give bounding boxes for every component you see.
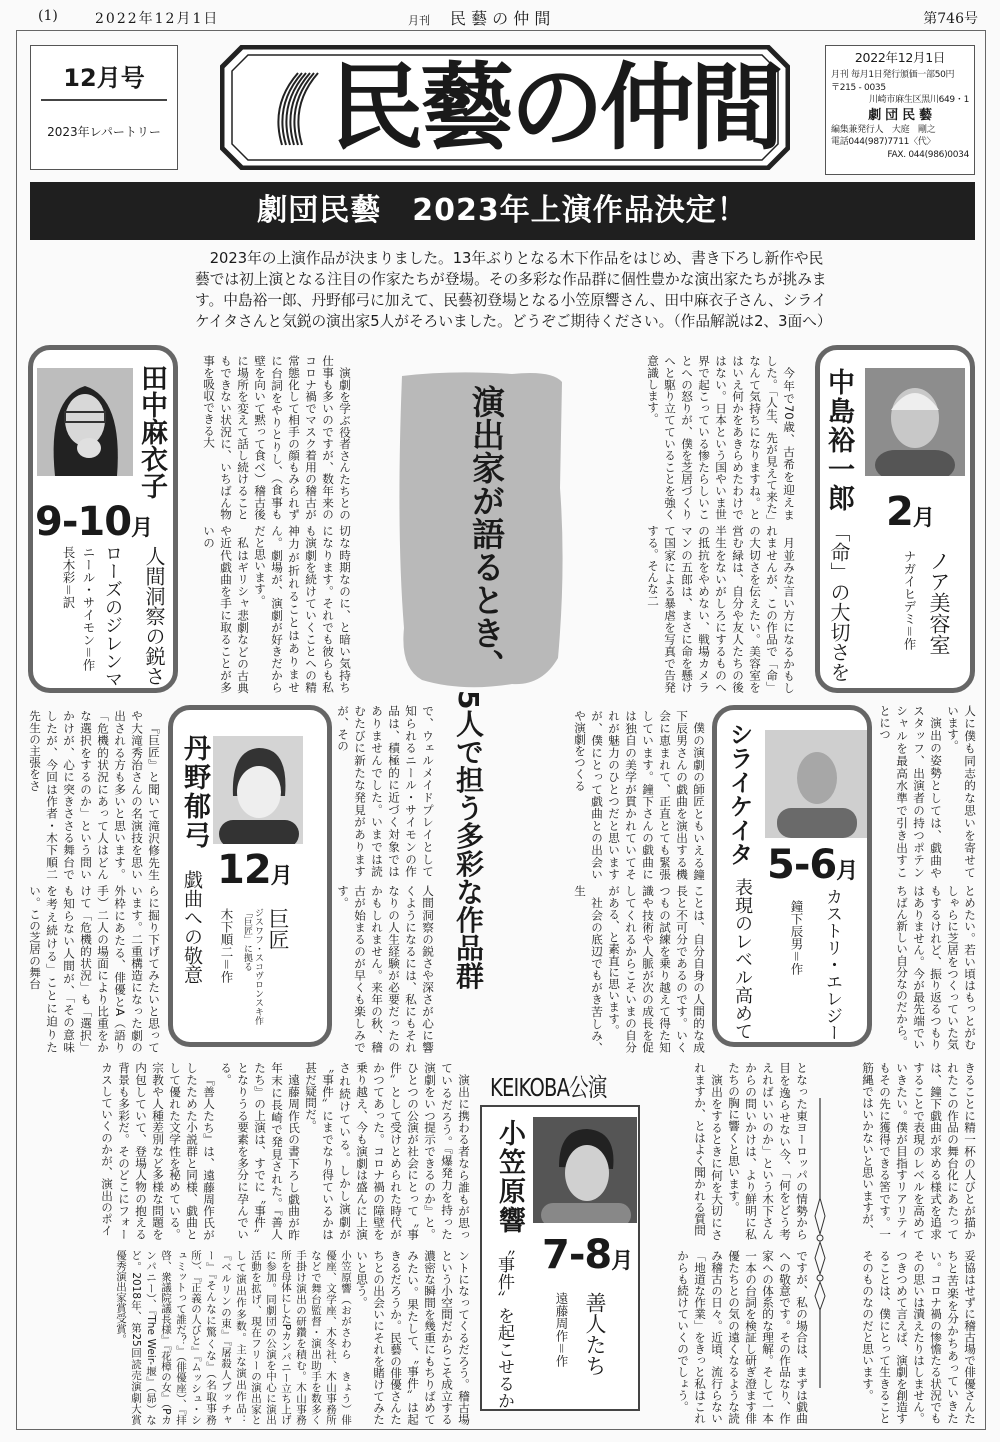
info-fax: FAX. 044(986)0034	[887, 149, 969, 160]
article-nakajima-cont-upper: 人に僕も同志的な思いを寄せています。 演出の姿勢としては、戯曲やスタッフ、出演者の持つポテンシャルを最高水準で引き出すことにつ	[878, 705, 977, 878]
director-photo	[765, 730, 867, 838]
article-tanno-cont-lower: ですが、私の場合は、まずは戯曲への敬意です。その作品なり、作家への体系的な理解。そして一本一本の台詞を検証し研ぎ澄ます俳優たちとの気の遠くなるような読み稽古の日々。近頃、流行らない「地道な作業」をきっと私はこれからも続けていくのでしょう。	[676, 1250, 809, 1424]
article-ogasawara-upper: 演出に携わる者なら誰もが思っているだろう。『爆発力を持った演劇をいつ提示できるのか』と。ひとつの公演が社会にとって〝事件〟として受けとめられた時代がかつてあった。コロナ禍の障壁を乗り越え、今も演劇は盛んに上演され続けている。しかし演劇が〝事件〟にまでなり得ているかは甚だ疑問だ。 遠藤周作氏の書下ろし戯曲が昨年末に長崎で発見された。『善人たち』の上演は、すでに〝事件〟となりうる要素を多分に孕んでいる。 『善人たち』は、遠藤周作氏がしたためた小説群と同様、戯曲として優れた文学性を秘めている。宗教や人種差別など多様な問題を内包していて、登場人物の抱える背景も多彩だ。そのどこにフォーカスしていくのかが、演出のポイ	[100, 1062, 471, 1240]
article-tanaka-lower: 切な時期なのに、と暗い気持ちになります。それでも彼らも私も演劇を続けていくことへの精神力が折れることはありません。劇場が、演劇が好きだからだと思います。 私はギリシャ悲劇などの古典や近代戯曲を手に取ることが多いの	[202, 525, 352, 693]
ornament-divider	[812, 1098, 828, 1388]
play-author: ナガイヒデミ＝作	[902, 550, 917, 651]
article-ogasawara-lower: ントになってくるだろう。稽古場という小空間だからこそ成立する濃密な瞬間を幾重にもちりばめてみたい。果たして、〝事件〟は起きるだろうか。民藝の俳優さんたちとの出会いにそれを賭けてみたいと思う。 小笠原響（おがさわら きょう）俳優座、文学座、木冬社、木山事務所などで舞台監督・演出助手を数多く手掛け演出の研鑽を積む。木山事務所を母体にしたPカンパニー立ち上げに参加。同劇団の公演を中心に演出活動を拡げ、現在フリーの演出家として演出作多数。主な演出作品：『ベルリンの東』『屠殺人ブッチャー』『そんなに驚くな』（名取事務所）、『正義の人びと』『ムッシュ・シュミットって誰だ？』（俳優座）、『拝啓、衆議院議長様』『花樟の女』（Pカンパニー）、『The Weir-堰』（昴）など。2018年、第25回読売演劇大賞優秀演出家賞受賞。	[115, 1250, 471, 1425]
lead-paragraph: 2023年の上演作品が決まりました。13年ぶりとなる木下作品をはじめ、書き下ろし新作や民藝では初上演となる注目の作家たちが登場。その多彩な作品群に個性豊かな演出家たちが挑みます。中島裕一郎、丹野郁弓に加えて、民藝初登場となる小笠原響さん、田中麻衣子さん、シライケイタさんと気鋭の演出家5人がそろいました。どうぞご期待ください。（作品解説は2、3面へ）	[195, 250, 832, 330]
director-photo	[213, 736, 303, 844]
page-number: (1)	[38, 8, 58, 24]
play-translator: 長木彩＝訳	[61, 546, 76, 609]
keikoba-label: KEIKOBA公演	[490, 1073, 607, 1102]
play-source: ジスワフ・スコヴロンスキ作「巨匠」に拠る	[242, 908, 263, 1025]
info-org: 劇 団 民 藝	[868, 107, 932, 123]
director-catchphrase: 表現のレベル高めて	[732, 878, 753, 1040]
article-shirai-lower: ことは、自分自身の人間的な成長と不可分であるのです。いくつもの試練を乗り越えて得た知識や技術や人脈が次の成長を促してくれるからこそいまの自分がある、と素直に思います。 社会の底辺でもがき苦しみ、生	[573, 885, 706, 1053]
article-tanaka-upper: 演劇を学ぶ役者さんたちとの仕事も多いのですが、数年来のコロナ禍でマスク着用の稽古が常態化して相手の顔もみられずに台詞をやりとりし、（食事も壁を向いて黙って食べ）稽古後に場所を変えて話し続けることもできない状況に、いちばん物事を吸収できる大	[202, 355, 352, 520]
publisher-info	[825, 45, 975, 175]
article-tanaka-cont-upper: で、ウェルメイドプレイとして知られるニール・サイモンの作品は、積極的に近づく対象ではありませんでした。いまでは読むたびに新たな発見がありますが、その	[336, 705, 435, 877]
performance-month: 7-8月	[542, 1232, 633, 1278]
article-nakajima-lower: 月並みな言い方になるかもしれませんが、この作品で「命」の大切さを伝えたい。美容室を営む緑は、自分や友人たちの後半生をないがしろにするものへの抵抗をやめない、戦場カメラマンの五郎は、まさに命を懸けて国家による暴虐を写真で告発する。そんな二	[646, 525, 796, 693]
article-tanno-lower: らに掘り下げてみたいと思っています。二重構造になった劇の外枠にあたる、俳優とA（語り手）二人の場面により比重をかけて「危機的状況」も「選択」も知らない人間が、「その意味を考え続ける」ことに迫りたい。この芝居の舞台	[28, 885, 161, 1053]
director-catchphrase: 戯曲への敬意	[181, 870, 203, 984]
feature-headline-1: 演出家が語るとき、	[467, 385, 506, 682]
play-title: 善人たち	[583, 1292, 607, 1376]
issue-number: 第746号	[923, 11, 978, 27]
logo-title: 民藝の仲間	[330, 53, 781, 163]
director-card-tanaka	[28, 345, 178, 693]
director-photo	[533, 1117, 637, 1223]
director-catchphrase: 〝事件〟を起こせるか	[494, 1239, 514, 1409]
headline-banner: 劇団民藝 2023年上演作品決定！	[30, 182, 975, 240]
article-tanaka-cont-lower: 人間洞察の鋭さや深さが心に響くようになるには、私にもそれなりの人生経験が必要だったのかもしれません。来年の秋、稽古が始まるのが早くも楽しみです。	[336, 885, 435, 1053]
play-title: ノア美容室	[927, 550, 951, 655]
director-name: シライケイタ	[725, 722, 753, 866]
performance-month: 2月	[886, 489, 934, 535]
director-catchphrase: 人間洞察の鋭さ	[142, 546, 166, 686]
director-photo	[37, 368, 133, 476]
play-title: ローズのジレンマ	[102, 544, 123, 688]
paper-name: 民 藝 の 仲 間	[450, 9, 551, 28]
director-catchphrase: 「命」の大切さを	[827, 522, 851, 682]
info-price: 月刊 毎月1日発行頒価一部50円	[831, 70, 955, 80]
article-shirai-cont-upper: きることに精一杯の人びとが描かれたこの作品の舞台化にあたっては、鐘下戯曲が求める様式を追求することで表現のレベルを高めていきたい。僕が目指すリアリティもその先に獲得できる筈です。一筋縄ではいかないと思いますが、	[861, 1062, 977, 1240]
info-tel: 電話044(987)7711〈代〉	[831, 137, 936, 147]
director-name: 小笠原響	[494, 1119, 525, 1235]
monthly-label: 月刊	[408, 14, 430, 27]
play-title: カストリ・エレジー	[822, 888, 842, 1041]
feature-headline-2: 5人で担う多彩な作品群	[452, 690, 485, 990]
issue-month: 12月号	[41, 58, 167, 101]
info-address: 川崎市麻生区黒川649・1	[868, 95, 969, 105]
issue-date: 2022年12月1日	[95, 11, 220, 27]
article-tanno-cont-upper: となった東ヨーロッパの情勢から目を逸らせない今、「何をどう考えればいいのか」という木下さんからの問いかけは、より鮮明に私たちの胸に響くと思います。 演出をするときに何を大切にされますか、とはよく聞かれる質問	[693, 1062, 809, 1240]
director-photo	[865, 368, 965, 476]
director-card-nakajima	[815, 345, 975, 693]
director-name: 丹野郁弓	[179, 734, 210, 850]
play-author: 遠藤周作＝作	[554, 1292, 569, 1368]
play-author: ニール・サイモン＝作	[81, 546, 96, 672]
article-tanno-upper: 『巨匠』と聞いて滝沢修先生や大滝秀治さんの名演技を思い出される方も多いと思います。「危機的状況にあって人はどんな選択をするのか」という問いかけが、心に突きささる舞台でしたが、今回は作者・木下順二先生の主張をさ	[28, 710, 161, 880]
play-title: 巨匠	[266, 908, 290, 950]
performance-month: 5-6月	[767, 842, 858, 888]
performance-month: 12月	[217, 847, 292, 893]
director-card-tanno	[168, 705, 332, 1047]
article-nakajima-upper: 今年で70歳、古希を迎えました。「人生、先が見えて来た」なんて気持ちになりますね。とはいえ何かをあきらめたわけではない。日本という国やいま世界で起こっている惨たらしいことへの怒りが、僕を芝居づくりへと駆り立てていることを強く意識します。	[646, 355, 796, 520]
director-card-ogasawara	[480, 1105, 640, 1411]
article-shirai-cont-lower: 妥協はせずに稽古場で俳優さんたちと苦楽を分かちあっていきたい。コロナ禍の惨憺たる状況でもその思いは潰えたりはしません。つきつめて言えば、演劇を創造することは、僕にとって生きることそのものなのだと思います。	[861, 1250, 977, 1424]
article-shirai-upper: 僕の演劇の師匠ともいえる鐘下辰男さんの戯曲を演出する機会に恵まれて、正直とても緊張しています。鐘下さんの戯曲には独自の美学が貫かれていてそれが魅力のひとつだと思いますが、僕にとって戯曲との出会いや演劇をつくる	[573, 710, 706, 880]
repertory-label: 2023年レパートリー	[47, 125, 161, 139]
play-author: 鐘下辰男＝作	[789, 900, 804, 976]
director-profile: 小笠原響（おがさわら きょう）俳優座、文学座、木冬社、木山事務所などで舞台監督・演出助手を数多く手掛け演出の研鑽を積む。木山事務所を母体にしたPカンパニー立ち上げに参加。同劇団の公演を中心に演出活動を拡げ、現在フリーの演出家として演出作多数。主な演出作品：『ベルリンの東』『屠殺人ブッチャー』『そんなに驚くな』（名取事務所）、『正義の人びと』『ムッシュ・シュミットって誰だ？』（俳優座）、『拝啓、衆議院議長様』『花樟の女』（Pカンパニー）、『The Weir-堰』（昴）など。2018年、第25回読売演劇大賞優秀演出家賞受賞。	[115, 1250, 352, 1425]
logo	[220, 45, 790, 170]
play-author: 木下順二＝作	[219, 908, 234, 984]
info-postal: 〒215 - 0035	[831, 82, 886, 93]
director-card-shirai	[712, 705, 872, 1047]
performance-month: 9-10月	[35, 499, 153, 545]
info-editor: 編集兼発行人 大庭 剛之	[831, 124, 936, 135]
article-nakajima-cont-lower: とめたい。若い頃はもっとがむしゃらに芝居をつくっていた気もするけれど、振り返るつもりはありません。今が最先端でいちばん新しい自分なのだから。	[895, 885, 977, 1050]
issue-month-box	[30, 45, 178, 170]
info-date: 2022年12月1日	[854, 50, 946, 65]
director-name: 田中麻衣子	[136, 364, 167, 499]
director-name: 中島裕一郎	[823, 368, 854, 513]
